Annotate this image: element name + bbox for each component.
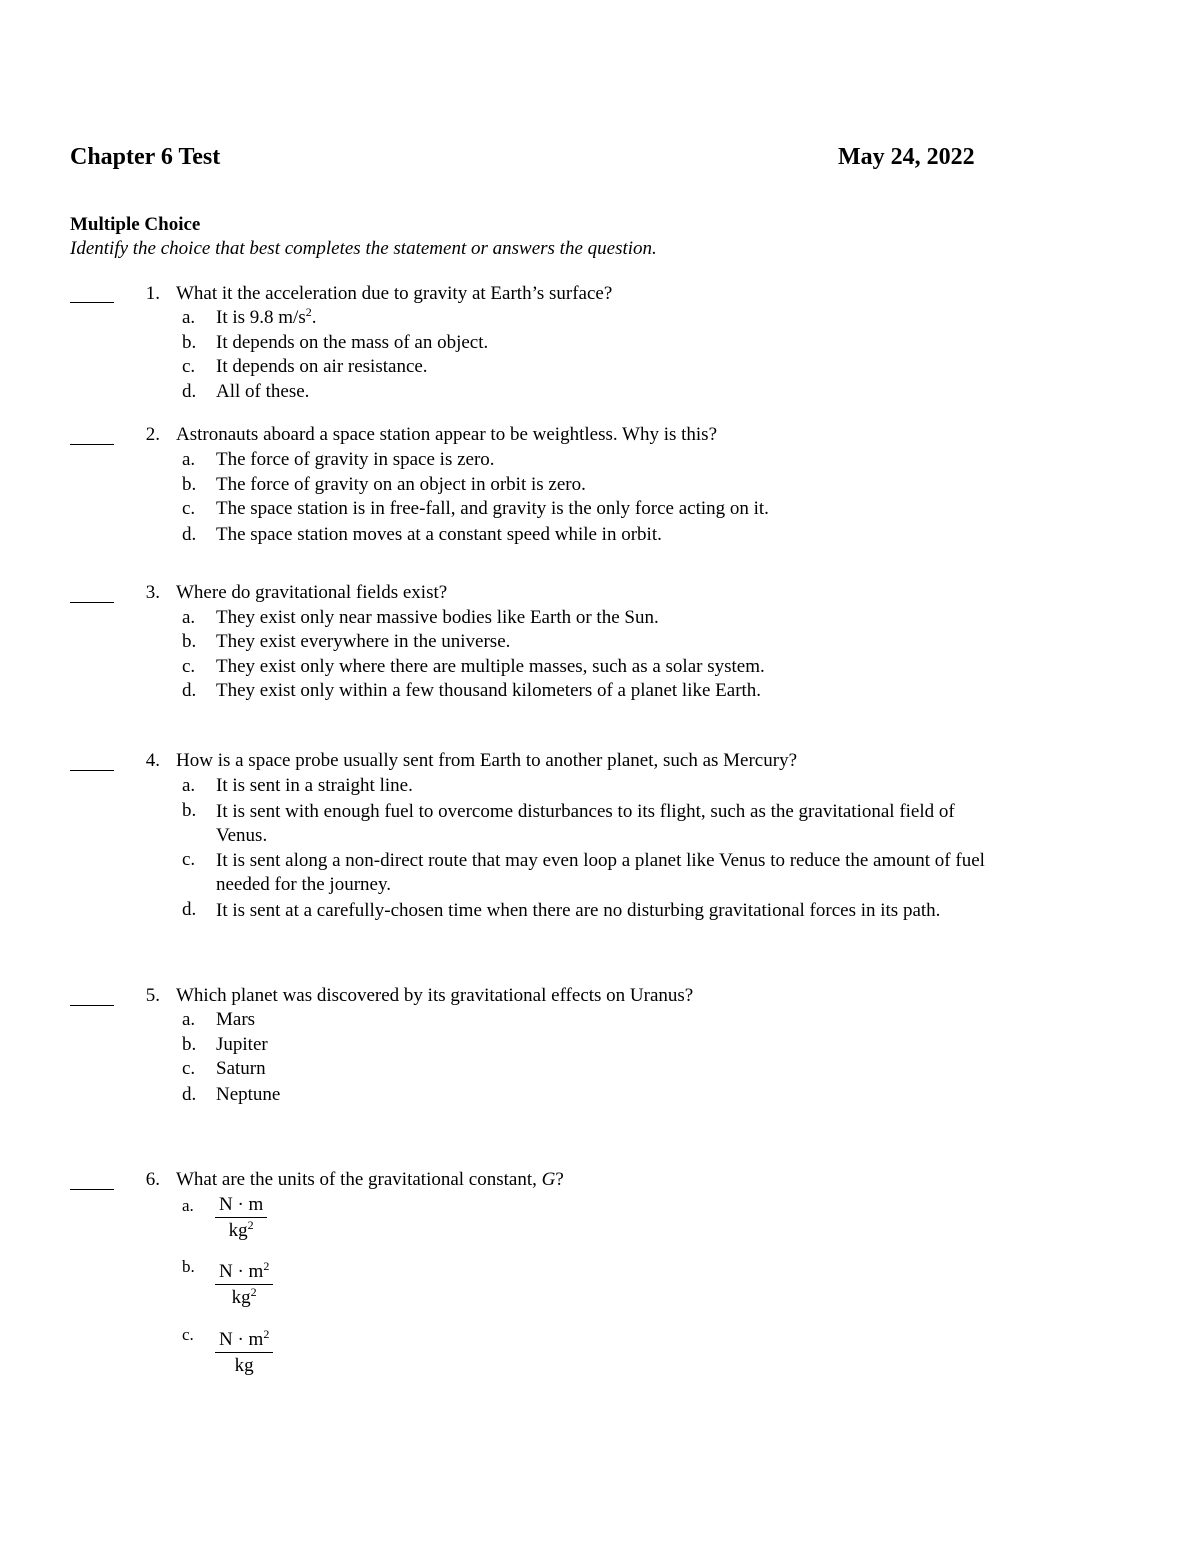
choice-letter: a. bbox=[182, 775, 196, 796]
choice-letter: c. bbox=[182, 849, 196, 870]
choice-letter: c. bbox=[182, 1325, 194, 1344]
question-text: How is a space probe usually sent from Earth to another planet, such as Mercury? bbox=[176, 750, 797, 771]
document-title: Chapter 6 Test bbox=[70, 144, 221, 170]
choice-text: They exist only near massive bodies like Earth or the Sun. bbox=[216, 607, 659, 628]
units-fraction bbox=[215, 1193, 267, 1244]
choice-text: It is 9.8 $m/s^2$. bbox=[216, 305, 317, 328]
choice-letter: a. bbox=[182, 1009, 196, 1030]
choice-letter: c. bbox=[182, 498, 196, 519]
fraction-denominator: $kg^2$ bbox=[231, 1285, 257, 1308]
choice-text: The space station moves at a constant speed while in orbit. bbox=[216, 524, 662, 545]
choice-text: All of these. bbox=[216, 381, 310, 402]
section-heading: Multiple Choice bbox=[70, 214, 201, 235]
choice-text: It depends on the mass of an object. bbox=[216, 332, 489, 353]
choice-letter: d. bbox=[182, 680, 197, 701]
units-fraction bbox=[215, 1260, 273, 1311]
choice-letter: a. bbox=[182, 1196, 194, 1215]
choice-letter: d. bbox=[182, 1084, 197, 1105]
choice-letter: a. bbox=[182, 607, 196, 628]
answer-blank[interactable] bbox=[70, 769, 114, 771]
choice-text: It is sent with enough fuel to overcome disturbances to its flight, such as the gravitational field of Venus. bbox=[216, 801, 955, 846]
question-number: 3. bbox=[145, 582, 160, 603]
choice-letter: d. bbox=[182, 899, 197, 920]
choice-letter: c. bbox=[182, 656, 196, 677]
choice-letter: b. bbox=[182, 1257, 195, 1276]
question-text: What are the units of the gravitational constant, G? bbox=[176, 1169, 564, 1190]
answer-blank[interactable] bbox=[70, 443, 114, 445]
choice-letter: b. bbox=[182, 474, 197, 495]
question-number: 5. bbox=[145, 985, 160, 1006]
question-text: What it the acceleration due to gravity at Earth’s surface? bbox=[176, 283, 613, 304]
question-number: 4. bbox=[145, 750, 160, 771]
units-fraction bbox=[215, 1328, 273, 1379]
answer-blank[interactable] bbox=[70, 1004, 114, 1006]
choice-text: Jupiter bbox=[216, 1034, 268, 1055]
choice-letter: c. bbox=[182, 1058, 196, 1079]
choice-text: Saturn bbox=[216, 1058, 266, 1079]
document-date: May 24, 2022 bbox=[838, 144, 975, 170]
question-number: 2. bbox=[145, 424, 160, 445]
fraction-denominator: kg bbox=[234, 1355, 254, 1376]
section-instructions: Identify the choice that best completes the statement or answers the question. bbox=[70, 238, 657, 259]
choice-text: It is sent at a carefully-chosen time when there are no disturbing gravitational forces in its path. bbox=[216, 900, 941, 921]
choice-letter: b. bbox=[182, 800, 197, 821]
choice-letter: b. bbox=[182, 631, 197, 652]
choice-text: The force of gravity in space is zero. bbox=[216, 449, 495, 470]
fraction-numerator: N · m bbox=[215, 1193, 267, 1218]
fraction-denominator: $kg^2$ bbox=[228, 1218, 254, 1241]
choice-letter: a. bbox=[182, 307, 196, 328]
answer-blank[interactable] bbox=[70, 601, 114, 603]
question-text: Astronauts aboard a space station appear to be weightless. Why is this? bbox=[176, 424, 718, 445]
fraction-numerator: $N \cdot m^2$ bbox=[215, 1260, 273, 1285]
choice-text: They exist only within a few thousand kilometers of a planet like Earth. bbox=[216, 680, 762, 701]
choice-letter: a. bbox=[182, 449, 196, 470]
choice-letter: c. bbox=[182, 356, 196, 377]
choice-text: The force of gravity on an object in orbit is zero. bbox=[216, 474, 586, 495]
choice-text: Mars bbox=[216, 1009, 256, 1030]
choice-text: It is sent in a straight line. bbox=[216, 775, 413, 796]
choice-text: The space station is in free-fall, and gravity is the only force acting on it. bbox=[216, 498, 769, 519]
choice-letter: d. bbox=[182, 381, 197, 402]
choice-text: They exist only where there are multiple masses, such as a solar system. bbox=[216, 656, 765, 677]
choice-letter: b. bbox=[182, 1034, 197, 1055]
choice-letter: d. bbox=[182, 524, 197, 545]
question-number: 6. bbox=[145, 1169, 160, 1190]
answer-blank[interactable] bbox=[70, 1188, 114, 1190]
choice-text: It is sent along a non-direct route that may even loop a planet like Venus to reduce the amount of fuel needed for the journey. bbox=[216, 850, 985, 895]
question-number: 1. bbox=[145, 283, 160, 304]
answer-blank[interactable] bbox=[70, 301, 114, 303]
fraction-numerator: $N \cdot m^2$ bbox=[215, 1328, 273, 1353]
choice-letter: b. bbox=[182, 332, 197, 353]
choice-text: They exist everywhere in the universe. bbox=[216, 631, 511, 652]
question-text: Where do gravitational fields exist? bbox=[176, 582, 448, 603]
question-text: Which planet was discovered by its gravitational effects on Uranus? bbox=[176, 985, 694, 1006]
variable-g: G bbox=[541, 1169, 556, 1190]
choice-text: Neptune bbox=[216, 1084, 281, 1105]
choice-text: It depends on air resistance. bbox=[216, 356, 428, 377]
exponent: 2 bbox=[305, 305, 312, 319]
